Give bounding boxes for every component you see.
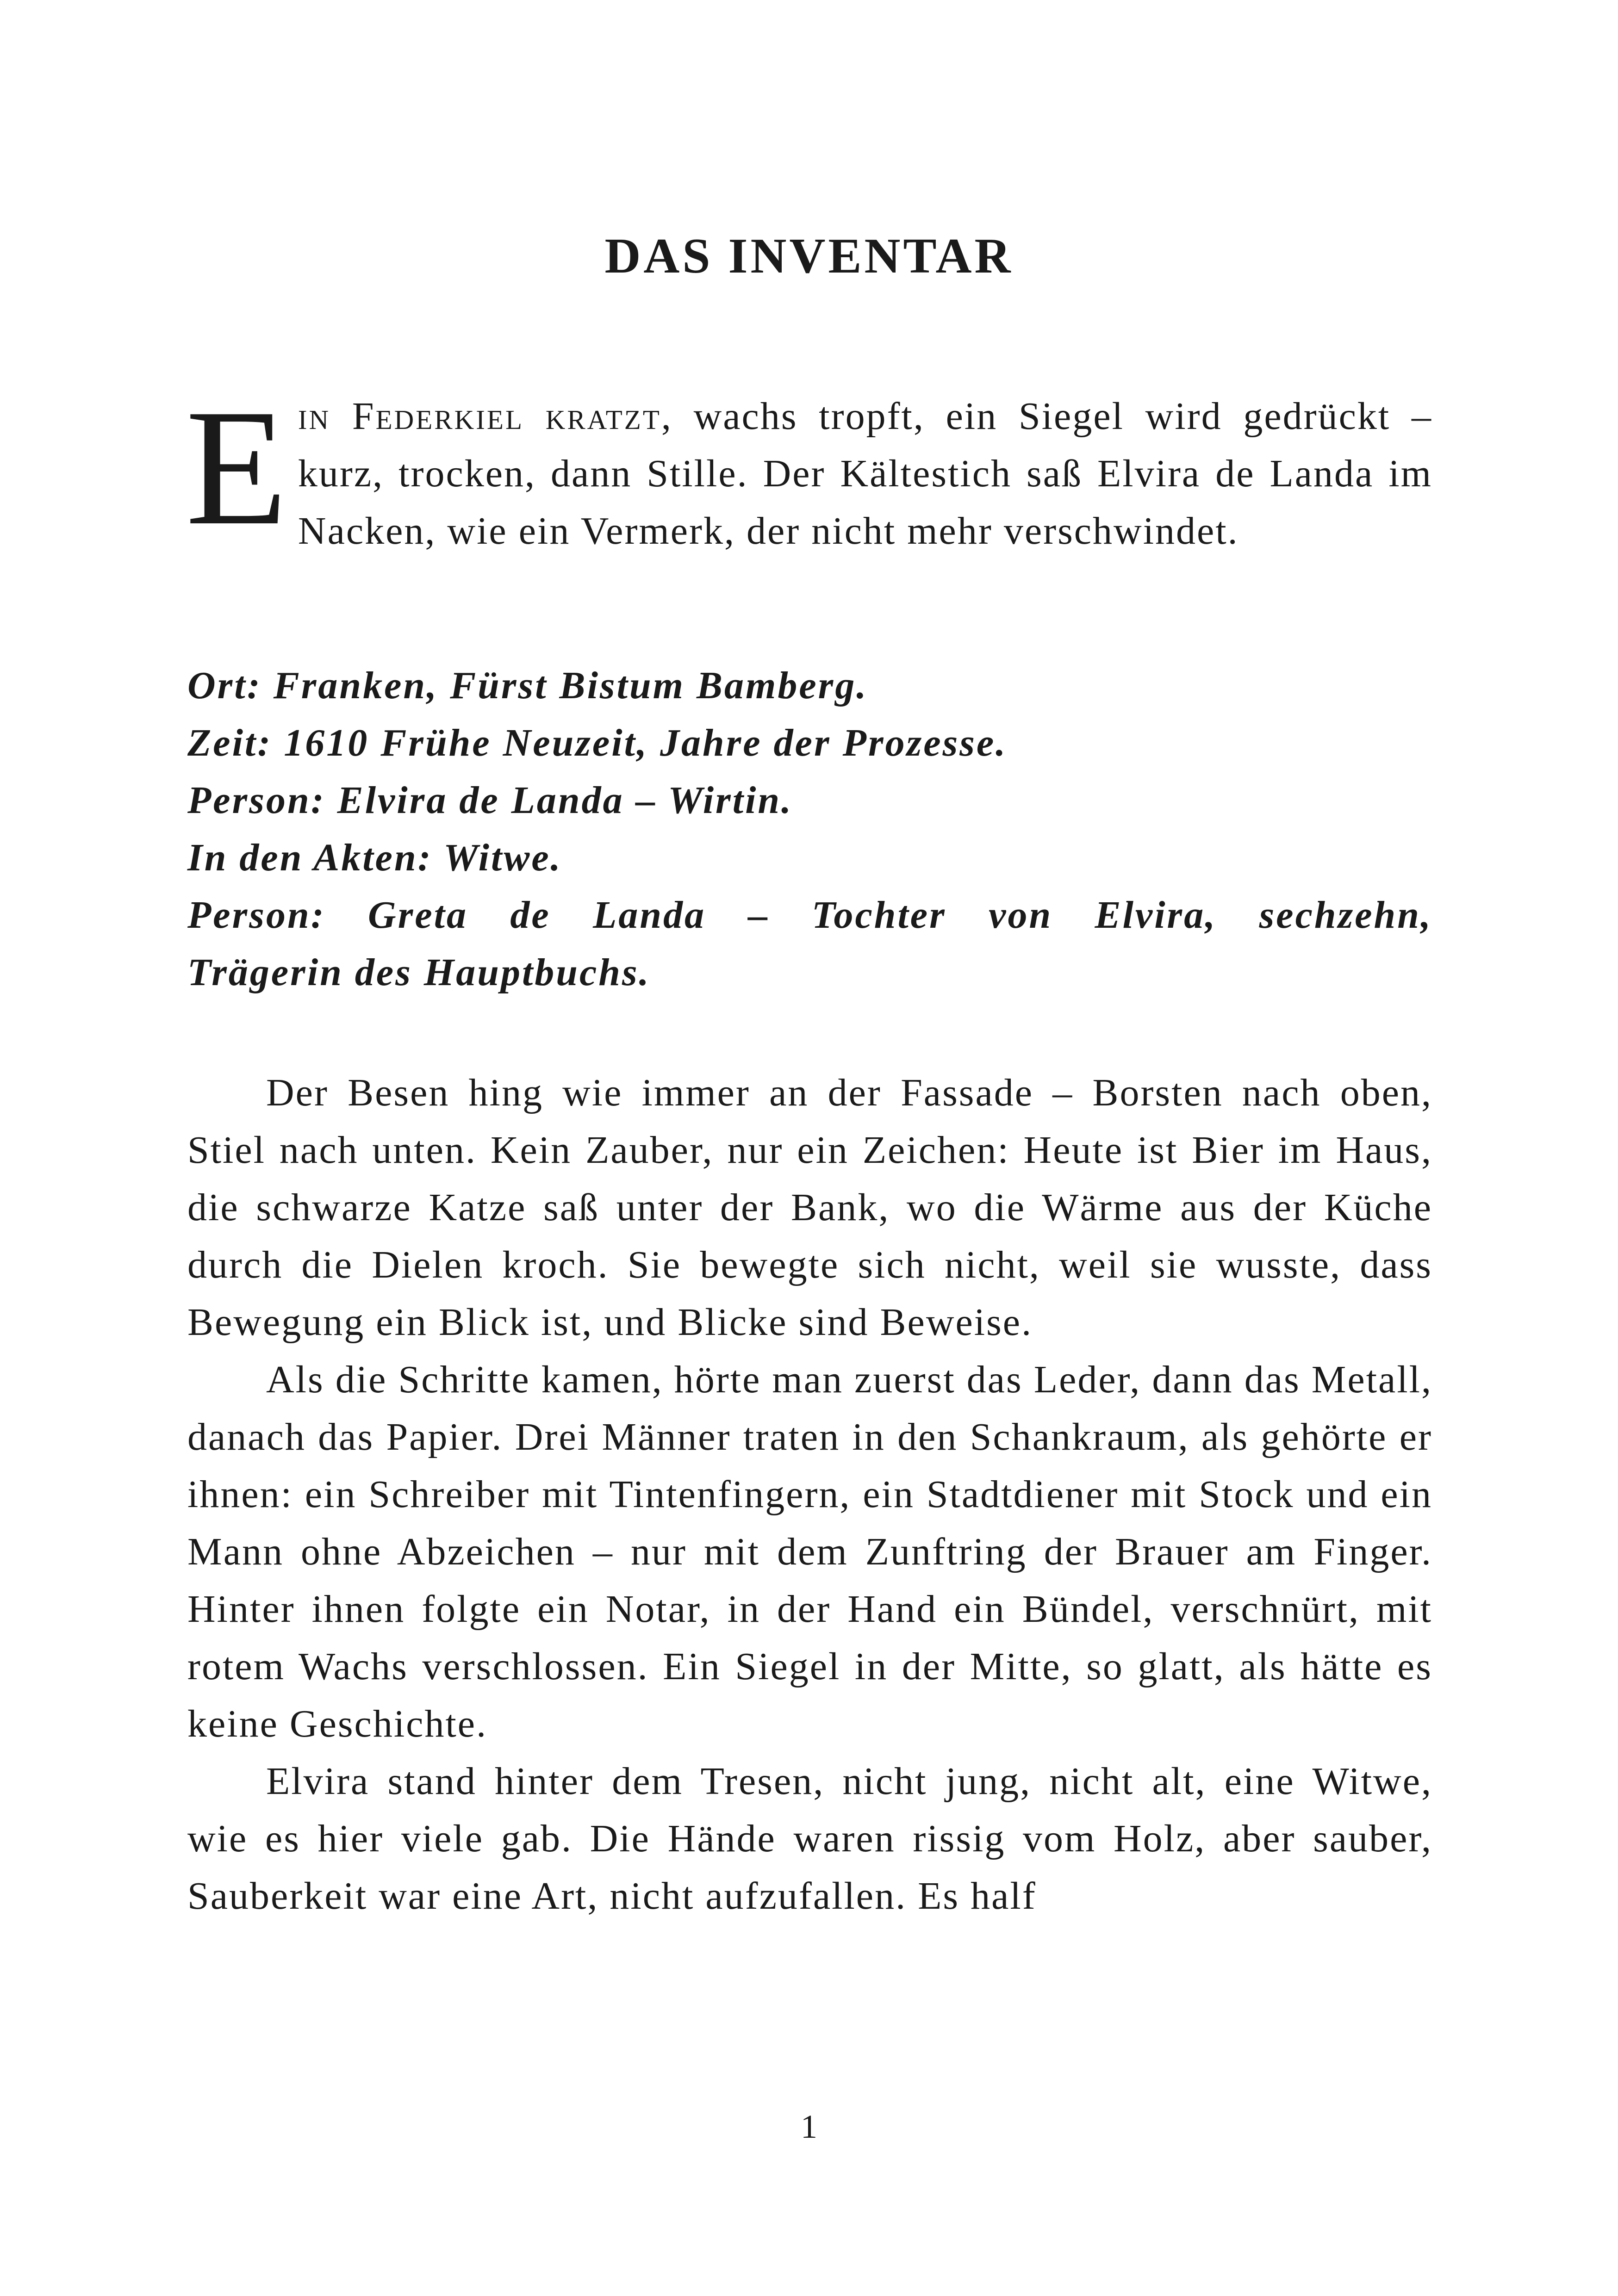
story-paragraph: Elvira stand hinter dem Tresen, nicht jung, nicht alt, eine Witwe, wie es hier viele gab. Die Hände waren rissig vom Holz, aber sauber, Sauberkeit war eine Art, nicht aufzufallen. Es half (187, 1760, 1432, 1917)
meta-records: In den Akten: Witwe. (187, 836, 562, 879)
setting-metadata (187, 657, 1432, 1001)
story-paragraph: Als die Schritte kamen, hörte man zuerst das Leder, dann das Metall, danach das Papier. Drei Männer traten in den Schankraum, als gehörte er ihnen: ein Schreiber mit Tintenfingern, ein Stadtdiener mit Stock und ein Mann ohne Abzeichen – nur mit dem Zunftring der Brauer am Finger. Hinter ihnen folgte ein Notar, in der Hand ein Bündel, verschnürt, mit rotem Wachs verschlossen. Ein Siegel in der Mitte, so glatt, als hätte es keine Geschichte. (187, 1358, 1432, 1745)
opening-paragraph (186, 375, 1432, 560)
meta-time: Zeit: 1610 Frühe Neuzeit, Jahre der Prozesse. (187, 721, 1008, 764)
story-paragraph: Der Besen hing wie immer an der Fassade – Borsten nach oben, Stiel nach unten. Kein Zauber, nur ein Zeichen: Heute ist Bier im Haus, die schwarze Katze saß unter der Bank, wo die Wärme aus der Küche durch die Dielen kroch. Sie bewegte sich nicht, weil sie wusste, dass Bewegung ein Blick ist, und Blicke sind Beweise. (187, 1071, 1432, 1344)
meta-person-greta: Person: Greta de Landa – Tochter von Elvira, sechzehn, (187, 894, 1432, 937)
story-text (187, 1064, 1432, 1925)
meta-person-greta-role: Trägerin des Hauptbuchs. (187, 951, 651, 994)
chapter-title: DAS INVENTAR (604, 229, 1014, 284)
drop-cap: E (186, 375, 289, 559)
meta-person-elvira: Person: Elvira de Landa – Wirtin. (187, 779, 793, 822)
page-number: 1 (801, 2108, 817, 2145)
opening-text: , wachs tropft, ein Siegel wird gedrückt – kurz, trocken, dann Stille. Der Kältestich saß Elvira de Landa im Nacken, wie ein Vermerk, der nicht mehr verschwindet. (298, 395, 1432, 552)
meta-place: Ort: Franken, Fürst Bistum Bamberg. (187, 664, 868, 707)
opening-small-caps: in Federkiel kratzt (298, 395, 661, 438)
